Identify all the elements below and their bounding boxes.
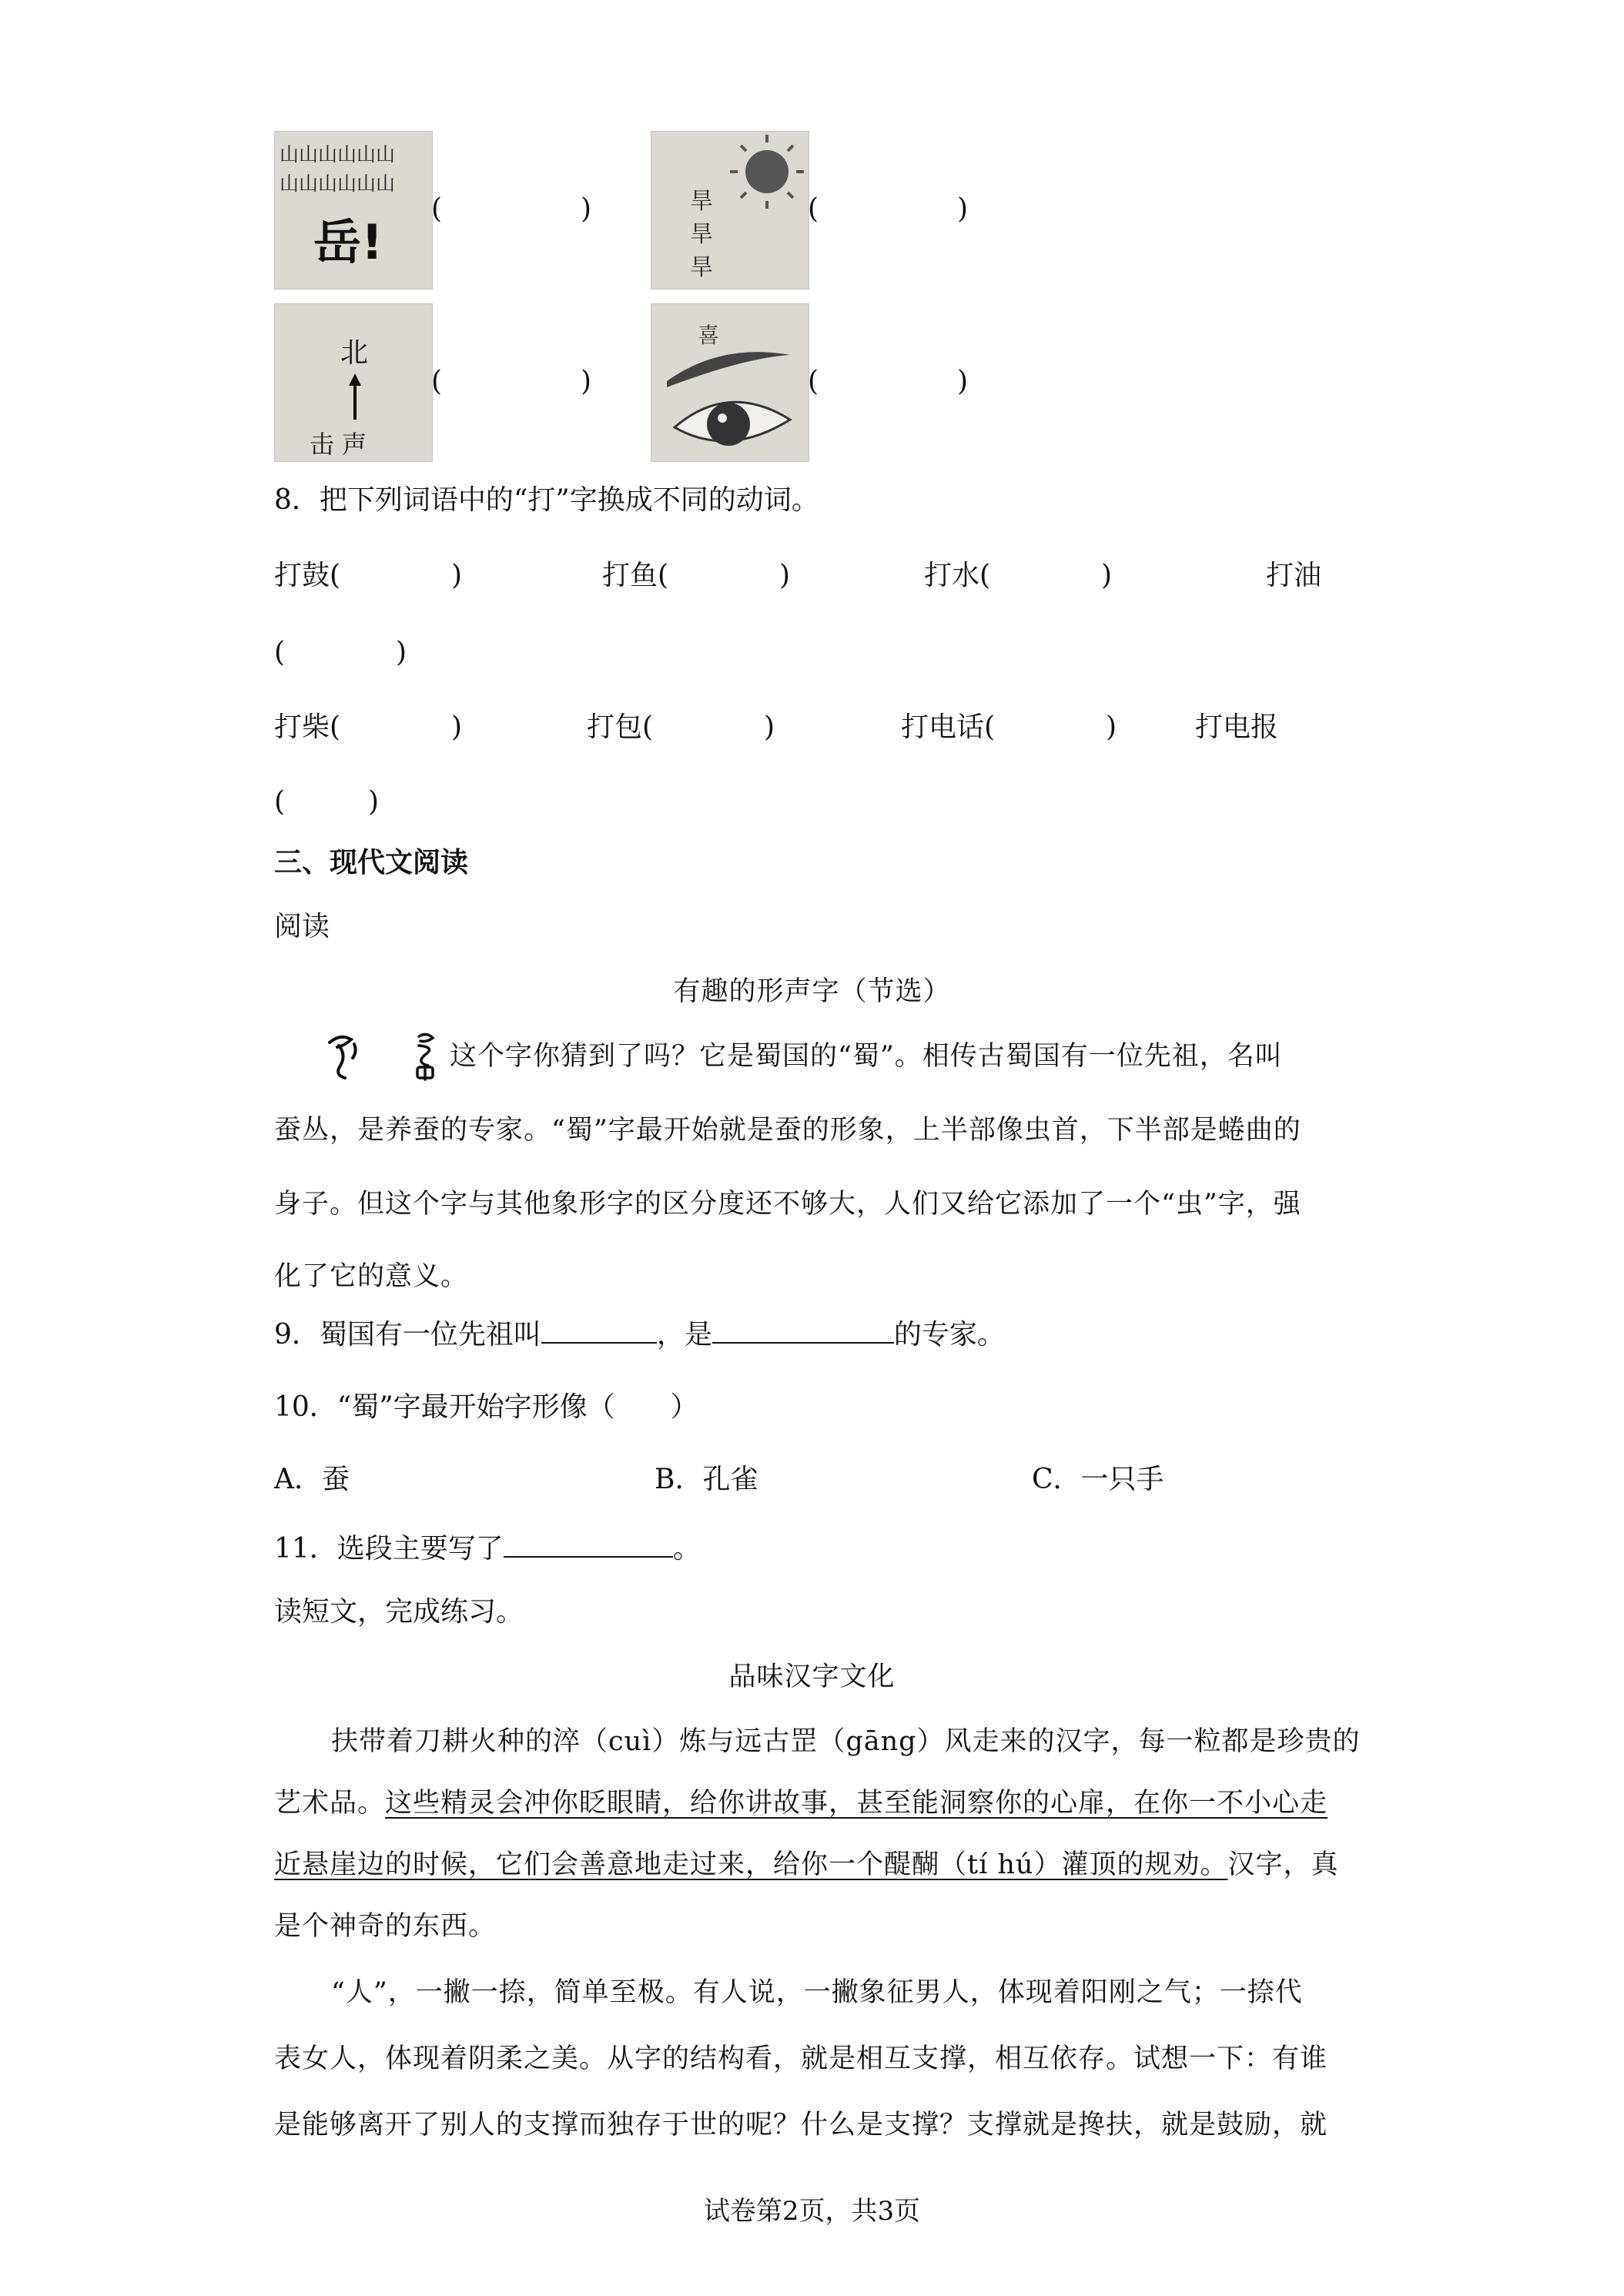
q9-text-b: ，是 [656,1319,712,1350]
ancient-shu-glyph-2 [417,1034,433,1079]
passage-1-line-4: 化了它的意义。 [274,1261,469,1292]
q9 [274,1318,1005,1352]
north-arrow-image [274,303,433,462]
reading-2-instruction: 读短文，完成练习。 [274,1596,524,1628]
reading-2-title: 品味汉字文化 [728,1662,896,1692]
q10-option-c[interactable]: C．一只手 [1032,1464,1164,1495]
q8-item-6[interactable]: 打包( ) [587,711,775,743]
mountains-image [274,131,433,290]
mountain-big-char: 岳! [313,214,383,270]
mountain-line-1: 山山山山山山 [280,143,396,166]
image-4-answer[interactable]: ( ) [808,366,969,397]
q8-item-4-answer[interactable]: ( ) [274,637,407,668]
read-label: 阅读 [274,911,330,942]
underlined-sentence-part-2: 近悬崖边的时候，它们会善意地走过来，给你一个醍醐（tí hú）灌顶的规劝。 [274,1849,1228,1880]
eyebrow-icon [667,352,790,387]
q10-option-b[interactable]: B．孔雀 [655,1464,758,1495]
q9-text-a: 9．蜀国有一位先祖叫 [274,1319,541,1350]
q8-item-5[interactable]: 打柴( ) [274,711,463,743]
q8-item-4: 打油 [1266,560,1322,591]
q8-item-1[interactable]: 打鼓( ) [274,560,463,591]
section-heading: 三、现代文阅读 [274,846,469,879]
passage-1-line-3: 身子。但这个字与其他象形字的区分度还不够大，人们又给它添加了一个“虫”字，强 [274,1189,1301,1220]
q9-text-c: 的专家。 [893,1319,1005,1350]
q8-item-3[interactable]: 打水( ) [924,560,1113,591]
svg-text:北: 北 [340,337,369,369]
sun-image [651,131,809,290]
svg-text:旱: 旱 [690,254,713,281]
passage-1-line-2: 蚕丛，是养蚕的专家。“蜀”字最开始就是蚕的形象，上半部像虫首，下半部是蜷曲的 [274,1115,1301,1146]
sun-icon [730,135,804,209]
q8-item-8: 打电报 [1195,711,1279,743]
q11 [274,1532,701,1566]
svg-text:喜: 喜 [698,323,720,348]
q10-option-a[interactable]: A．蚕 [274,1464,350,1495]
ancient-shu-glyphs [323,1029,447,1083]
q11-text-a: 11．选段主要写了 [274,1533,504,1565]
ancient-shu-glyph-1 [330,1037,356,1078]
reading-2-line-6: 表女人，体现着阴柔之美。从字的结构看，就是相互支撑，相互依存。试想一下：有谁 [274,2043,1328,2074]
q11-blank[interactable] [504,1533,673,1558]
passage-1-line-1: 这个字你猜到了吗？它是蜀国的“蜀”。相传古蜀国有一位先祖，名叫 [450,1041,1283,1072]
q8-item-7[interactable]: 打电话( ) [901,711,1117,743]
up-arrow-icon [349,373,361,420]
underlined-sentence-part-1: 这些精灵会冲你眨眼睛，给你讲故事，甚至能洞察你的心扉，在你一不小心走 [385,1788,1328,1819]
q9-blank-2[interactable] [712,1319,894,1344]
q10-stem: 10．“蜀”字最开始字形像（ ） [274,1391,698,1423]
q9-blank-1[interactable] [541,1319,657,1344]
q8-item-8-answer[interactable]: ( ) [274,786,380,818]
image-2-answer[interactable]: ( ) [808,193,969,225]
q8-title: 8．把下列词语中的“打”字换成不同的动词。 [274,484,819,516]
page-footer: 试卷第2页，共3页 [703,2196,921,2227]
svg-text:旱: 旱 [690,188,713,215]
q8-item-2[interactable]: 打鱼( ) [602,560,791,591]
eye-icon [675,402,790,446]
mountain-line-2: 山山山山山山 [280,172,396,195]
reading-2-line-5: “人”，一撇一捺，简单至极。有人说，一撇象征男人，体现着阳刚之气；一捺代 [331,1977,1303,2008]
image-1-answer[interactable]: ( ) [431,193,592,225]
eye-image [651,303,809,462]
reading-2-line-2: 艺术品。这些精灵会冲你眨眼睛，给你讲故事，甚至能洞察你的心扉，在你一不小心走 [274,1788,1328,1819]
reading-2-line-1: 扶带着刀耕火种的淬（cuì）炼与远古罡（gāng）风走来的汉字，每一粒都是珍贵的 [331,1726,1361,1757]
reading-2-line-7: 是能够离开了别人的支撑而独存于世的呢？什么是支撑？支撑就是搀扶，就是鼓励，就 [274,2110,1328,2140]
svg-text:击 声: 击 声 [310,430,367,459]
svg-text:旱: 旱 [690,221,713,248]
reading-2-line-4: 是个神奇的东西。 [274,1911,497,1942]
q11-text-b: 。 [672,1533,701,1565]
image-3-answer[interactable]: ( ) [431,366,592,397]
passage-1-title: 有趣的形声字（节选） [673,976,951,1007]
reading-2-line-3: 近悬崖边的时候，它们会善意地走过来，给你一个醍醐（tí hú）灌顶的规劝。汉字，真 [274,1849,1339,1880]
